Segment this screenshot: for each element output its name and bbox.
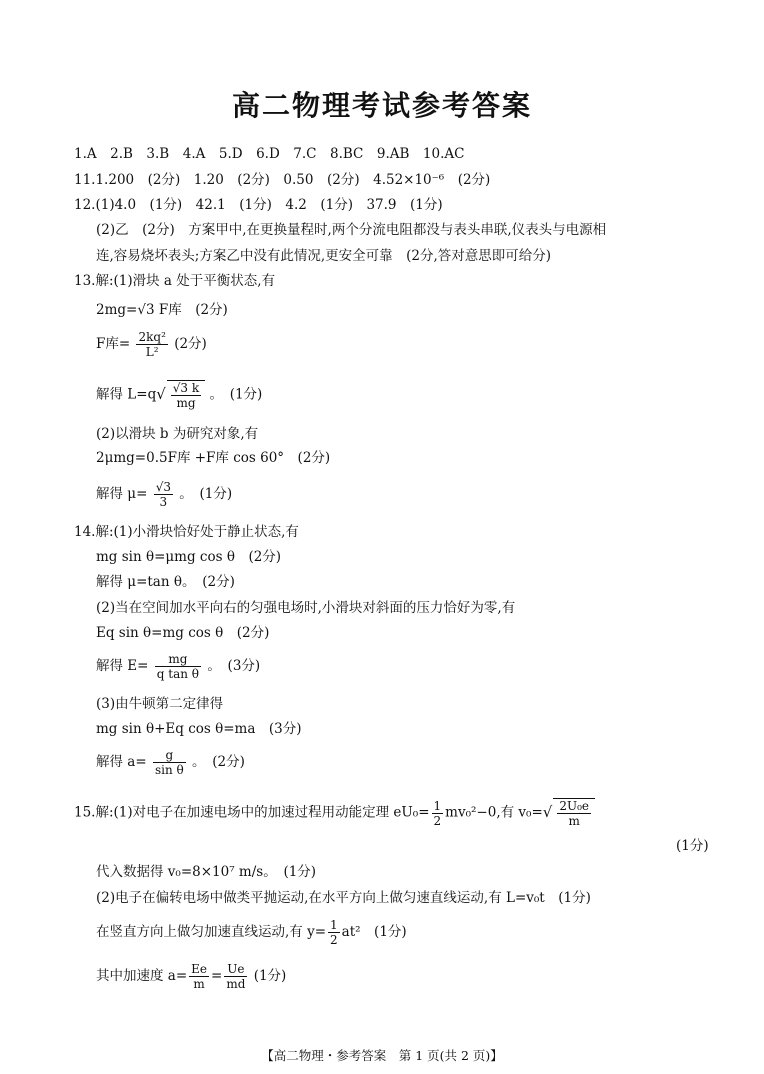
q14-eq6-score: 。 (2分) — [192, 754, 245, 770]
q13-eq3-score: 。 (1分) — [209, 386, 263, 403]
radical-sign — [543, 805, 553, 821]
q15-line4-fraction — [328, 918, 340, 947]
q14-eq1: mg sin θ=μmg cos θ (2分) — [96, 549, 282, 565]
q15-score1: (1分) — [676, 838, 709, 854]
q15-line5-score: (1分) — [253, 968, 287, 984]
q13-eq2-fraction — [136, 330, 167, 359]
numerator: √3 k — [172, 381, 200, 395]
q15-line4 — [96, 918, 407, 947]
q14-eq6 — [96, 748, 245, 777]
denominator: mg — [176, 396, 196, 410]
q13-eq4: 2μmg=0.5F库 +F库 cos 60° (2分) — [96, 450, 331, 466]
numerator: g — [153, 748, 186, 763]
page-footer: 【高二物理・参考答案 第 1 页(共 2 页)】 — [261, 1048, 503, 1063]
numerator: 1 — [330, 918, 338, 932]
radical-sign — [156, 387, 166, 403]
q13-head: 13.解:(1)滑块 a 处于平衡状态,有 — [74, 273, 276, 289]
q12-part2-line2: 连,容易烧坏表头;方案乙中没有此情况,更安全可靠 (2分,答对意思即可给分) — [96, 248, 552, 264]
numerator: mg — [155, 652, 201, 667]
numerator: Ue — [224, 962, 247, 977]
q15-head — [74, 798, 595, 828]
q14-eq4 — [96, 652, 260, 681]
q12-part2-line1: (2)乙 (2分) 方案甲中,在更换量程时,两个分流电阻都没与表头串联,仪表头与电源相 — [96, 222, 607, 238]
q14-eq4-fraction — [155, 652, 201, 681]
q13-eq5-lhs: 解得 μ= — [96, 486, 148, 502]
denominator: 2 — [330, 933, 338, 947]
q14-head: 14.解:(1)小滑块恰好处于静止状态,有 — [74, 524, 299, 540]
q14-eq5: mg sin θ+Eq cos θ=ma (3分) — [96, 721, 302, 737]
q13-eq3-radicand — [167, 380, 205, 410]
numerator: √3 — [155, 480, 171, 494]
q15-head-a: 15.解:(1)对电子在加速电场中的加速过程用动能定理 eU₀= — [74, 804, 430, 821]
q14-part2: (2)当在空间加水平向右的匀强电场时,小滑块对斜面的压力恰好为零,有 — [96, 600, 516, 616]
numerator: 1 — [433, 798, 442, 813]
numerator: 2kq² — [138, 330, 166, 344]
q14-eq4-lhs: 解得 E= — [96, 658, 149, 674]
denominator: L² — [145, 345, 159, 359]
page-title: 高二物理考试参考答案 — [231, 89, 532, 122]
q13-eq5 — [96, 480, 232, 509]
q13-eq1: 2mg=√3 F库 (2分) — [96, 302, 228, 318]
denominator: m — [193, 977, 205, 991]
q13-eq2 — [96, 330, 207, 359]
denominator: 3 — [159, 495, 168, 509]
q14-eq6-fraction — [153, 748, 186, 777]
q13-eq2-score: (2分) — [174, 336, 207, 352]
q14-eq3: Eq sin θ=mg cos θ (2分) — [96, 625, 270, 641]
q15-line4-b: at² (1分) — [341, 924, 407, 940]
q14-eq6-lhs: 解得 a= — [96, 754, 147, 770]
q15-line4-a: 在竖直方向上做匀加速直线运动,有 y= — [96, 924, 327, 940]
q15-line3: (2)电子在偏转电场中做类平抛运动,在水平方向上做匀速直线运动,有 L=v₀t (1分) — [96, 890, 591, 906]
q11-answer: 11.1.200 (2分) 1.20 (2分) 0.50 (2分) 4.52×10⁻⁶ (2分) — [74, 172, 491, 188]
denominator: md — [226, 977, 246, 991]
q14-part3: (3)由牛顿第二定律得 — [96, 696, 224, 712]
denominator: m — [568, 814, 580, 828]
q13-eq3 — [96, 380, 262, 410]
denominator: 2 — [433, 813, 442, 828]
q15-line2: 代入数据得 v₀=8×10⁷ m/s。 (1分) — [96, 864, 317, 880]
q15-line5-fraction2 — [224, 962, 247, 991]
denominator: sin θ — [154, 763, 184, 777]
q15-head-b: mv₀²−0,有 v₀= — [445, 804, 543, 821]
q12-part1: 12.(1)4.0 (1分) 42.1 (1分) 4.2 (1分) 37.9 (1分) — [74, 197, 443, 213]
q13-eq5-score: 。 (1分) — [179, 486, 233, 502]
q13-eq5-fraction — [154, 480, 173, 509]
q14-eq2: 解得 μ=tan θ。 (2分) — [96, 574, 235, 590]
q15-line5-fraction1 — [189, 962, 209, 991]
q14-eq4-score: 。 (3分) — [207, 658, 261, 674]
q15-line5 — [96, 962, 286, 991]
q13-part2: (2)以滑块 b 为研究对象,有 — [96, 426, 259, 442]
q15-line5-equals: = — [211, 968, 223, 984]
q13-eq2-lhs: F库= — [96, 336, 131, 352]
q15-half-fraction — [432, 799, 444, 828]
numerator: 2U₀e — [559, 799, 589, 813]
numerator: Ee — [191, 962, 208, 976]
q15-line5-a: 其中加速度 a= — [96, 968, 188, 984]
mc-answers: 1.A 2.B 3.B 4.A 5.D 6.D 7.C 8.BC 9.AB 10.AC — [74, 146, 465, 162]
q15-radicand — [553, 798, 595, 828]
denominator: q tan θ — [156, 667, 200, 681]
q13-eq3-lhs: 解得 L=q — [96, 386, 157, 403]
